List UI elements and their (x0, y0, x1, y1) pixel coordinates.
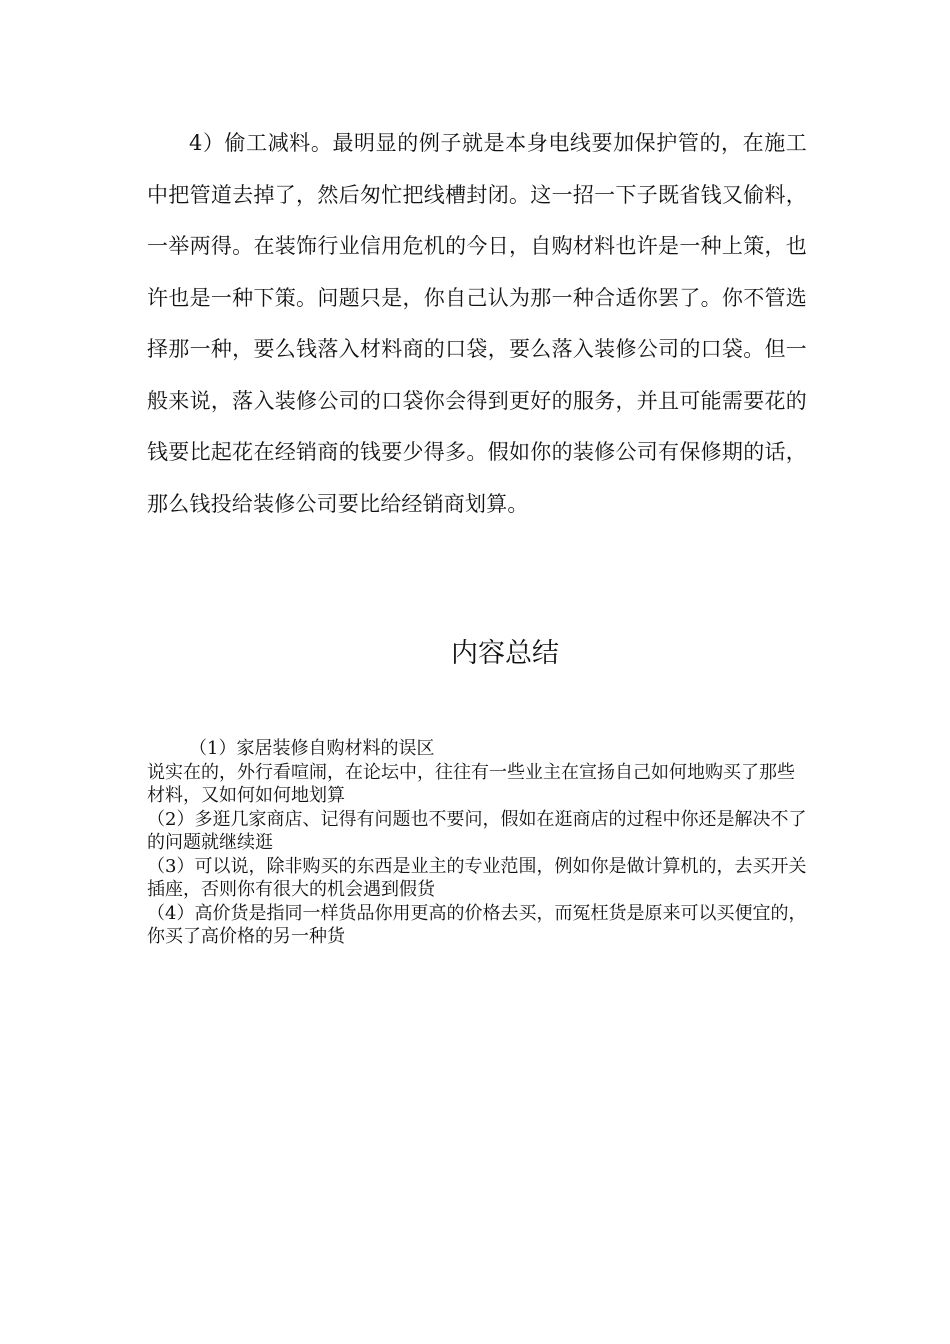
summary-item: 说实在的，外行看喧闹，在论坛中，往往有一些业主在宣扬自己如何地购买了那些材料，又如何如何地划算 (147, 761, 795, 806)
body-paragraph: 4）偷工减料。最明显的例子就是本身电线要加保护管的，在施工中把管道去掉了，然后匆忙把线槽封闭。这一招一下子既省钱又偷料，一举两得。在装饰行业信用危机的今日，自购材料也许是一种上策，也许也是一种下策。问题只是，你自己认为那一种合适你罢了。你不管选择那一种，要么钱落入材料商的口袋，要么落入装修公司的口袋。但一般来说，落入装修公司的口袋你会得到更好的服务，并且可能需要花的钱要比起花在经销商的钱要少得多。假如你的装修公司有保修期的话，那么钱投给装修公司要比给经销商划算。 (147, 131, 807, 516)
summary-item: （3）可以说，除非购买的东西是业主的专业范围，例如你是做计算机的，去买开关插座，否则你有很大的机会遇到假货 (147, 855, 807, 900)
summary-item-heading: （1）家居装修自购材料的误区 (189, 738, 435, 759)
summary-list (147, 737, 807, 949)
summary-item: （4）高价货是指同一样货品你用更高的价格去买，而冤枉货是原来可以买便宜的，你买了高价格的另一种货 (147, 902, 807, 947)
summary-title: 内容总结 (451, 638, 559, 669)
summary-item: （2）多逛几家商店、记得有问题也不要问，假如在逛商店的过程中你还是解决不了的问题就继续逛 (147, 808, 807, 853)
